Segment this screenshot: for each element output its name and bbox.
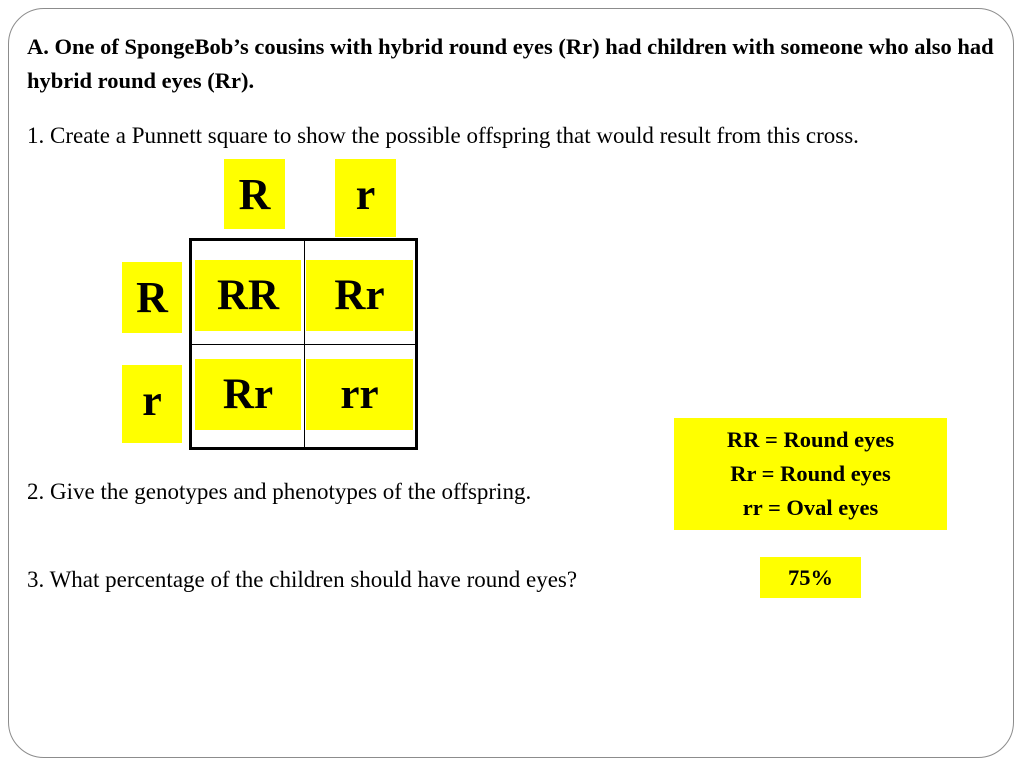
top-allele-r: r (335, 159, 396, 237)
side-allele-R: R (122, 262, 182, 333)
key-line-rr: rr = Oval eyes (742, 495, 879, 520)
key-line-RR: RR = Round eyes (726, 427, 895, 452)
key-line-Rr: Rr = Round eyes (730, 461, 891, 486)
phenotype-key (674, 418, 947, 530)
punnett-cell-Rr-bottom: Rr (195, 359, 301, 430)
problem-heading: A. One of SpongeBob’s cousins with hybrid round eyes (Rr) had children with someone who also had hybrid round eyes (Rr). (27, 34, 994, 93)
question-1: 1. Create a Punnett square to show the possible offspring that would result from this cross. (27, 123, 859, 148)
punnett-cell-rr: rr (306, 359, 413, 430)
question-2: 2. Give the genotypes and phenotypes of the offspring. (27, 479, 532, 504)
question-3: 3. What percentage of the children should have round eyes? (27, 567, 578, 592)
top-allele-R: R (224, 159, 285, 229)
punnett-cell-RR: RR (195, 260, 301, 331)
punnett-cell-Rr-top: Rr (306, 260, 413, 331)
grid-divider-horizontal (192, 344, 415, 345)
answer-percentage: 75% (760, 557, 861, 598)
side-allele-r: r (122, 365, 182, 443)
